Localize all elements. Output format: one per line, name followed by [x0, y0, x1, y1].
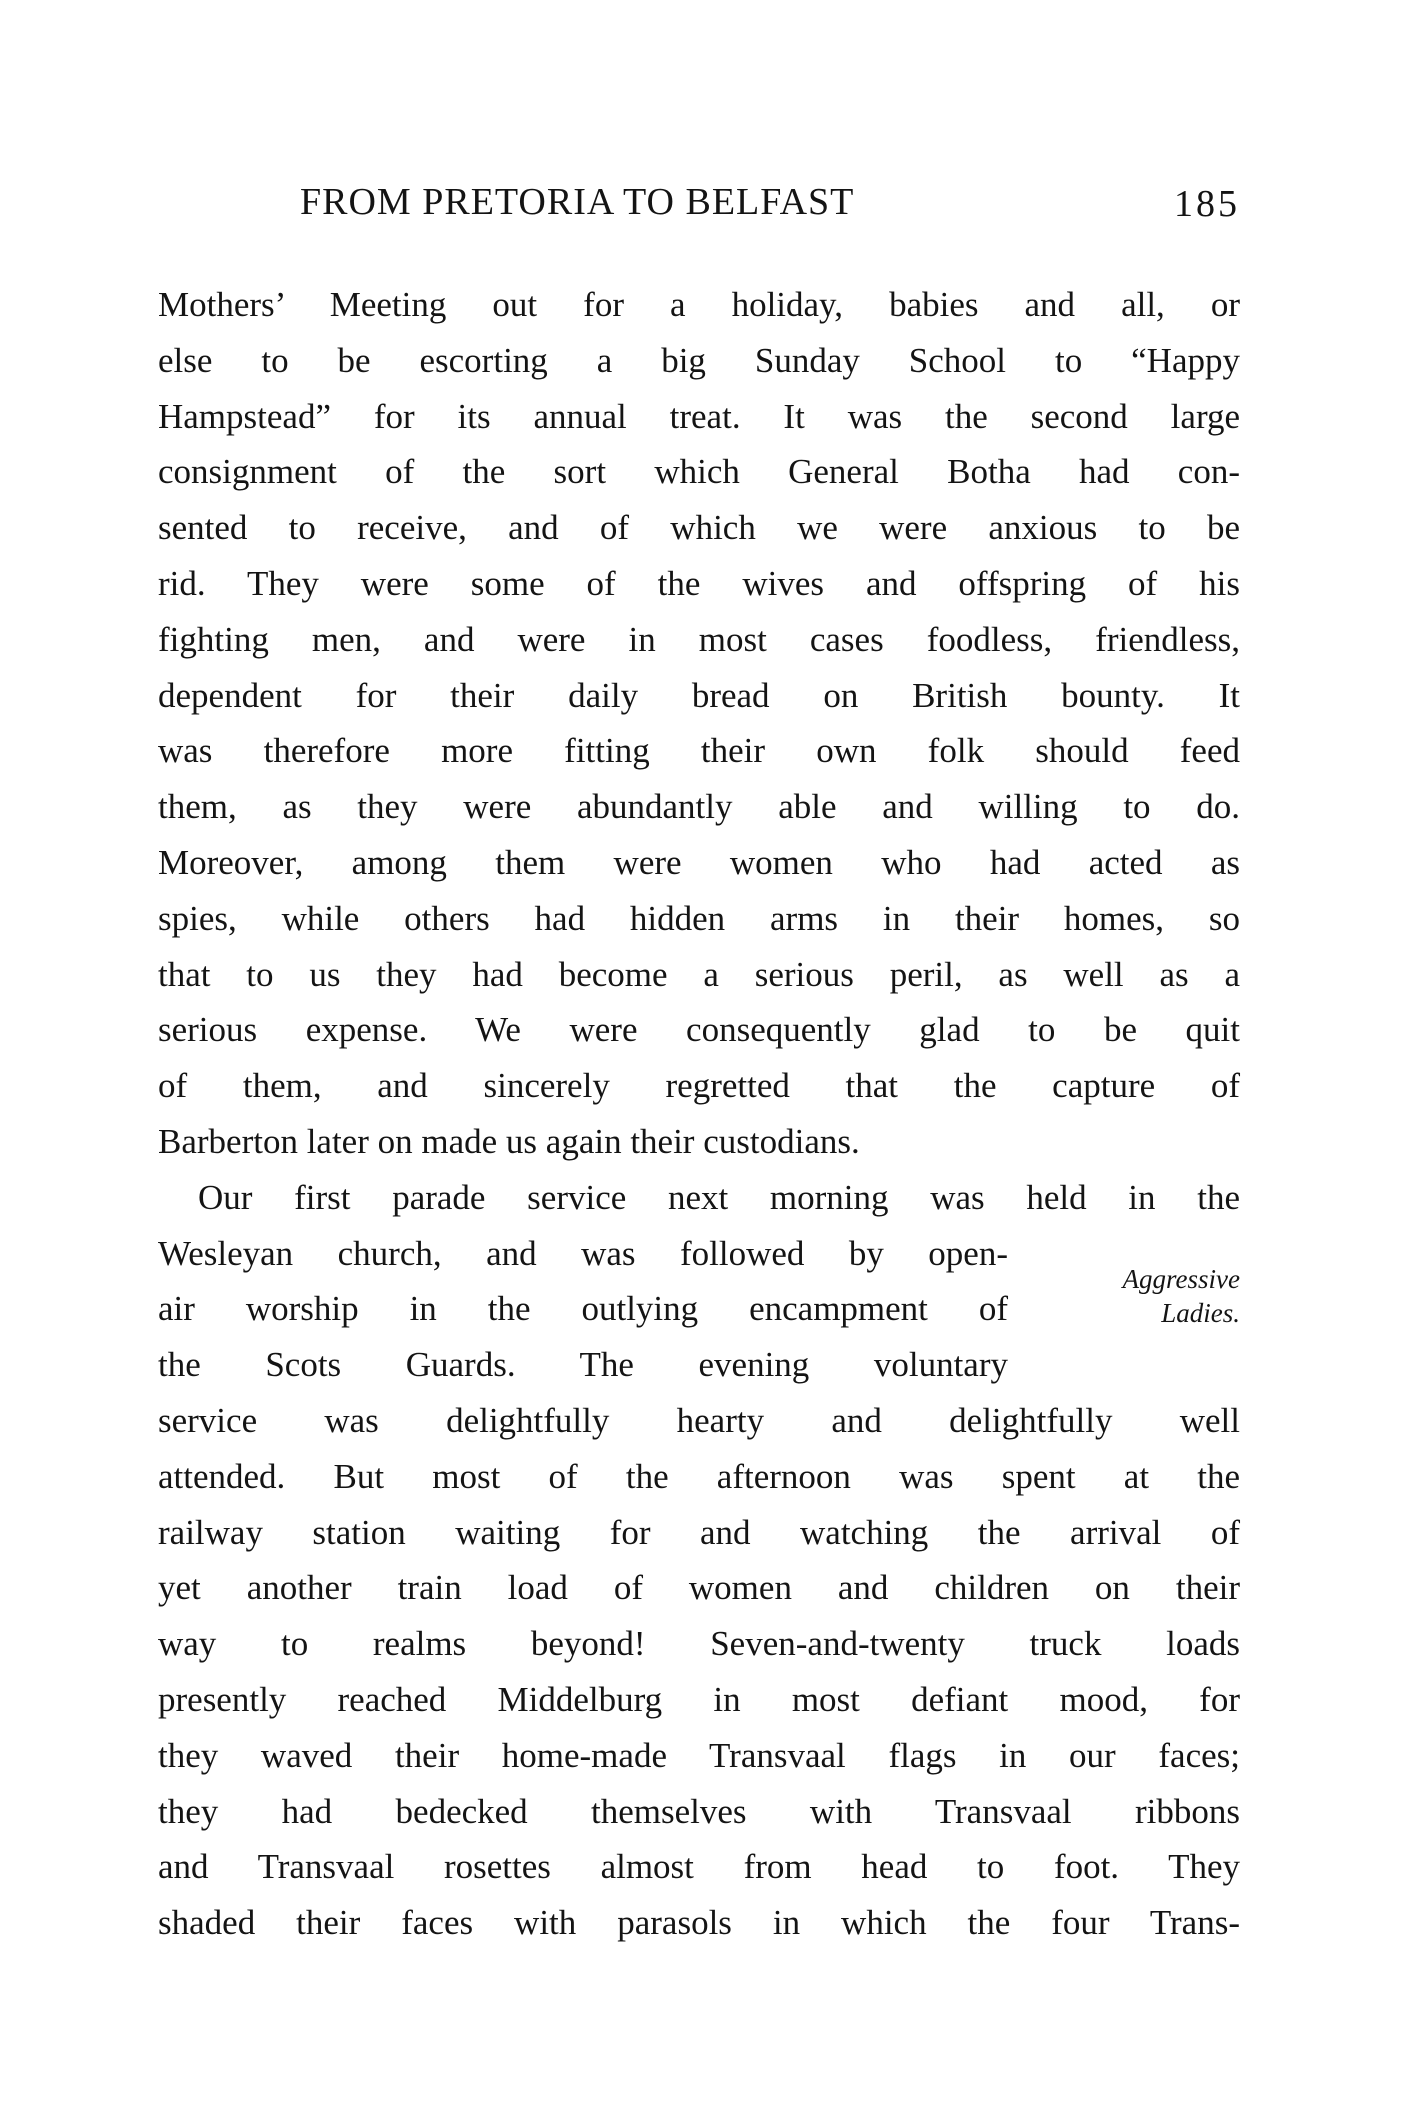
text-line: Mothers’ Meeting out for a holiday, babies and all, or	[158, 285, 1240, 324]
margin-note	[1060, 1262, 1240, 1330]
text-line: rid. They were some of the wives and offspring of his	[158, 563, 1240, 603]
text-line: Our first parade service next morning was held in the	[198, 1177, 1240, 1217]
text-line: Wesleyan church, and was followed by open-	[158, 1233, 1008, 1273]
text-line: they waved their home-made Transvaal flags in our faces;	[158, 1735, 1240, 1775]
text-line: the Scots Guards. The evening voluntary	[158, 1345, 1008, 1385]
text-line: railway station waiting for and watching the arrival of	[158, 1512, 1240, 1552]
text-line: attended. But most of the afternoon was spent at the	[158, 1456, 1240, 1496]
text-line: them, as they were abundantly able and willing to do.	[158, 787, 1240, 827]
text-line: else to be escorting a big Sunday School to “Happy	[158, 340, 1240, 380]
text-line: spies, while others had hidden arms in their homes, so	[158, 898, 1240, 938]
page-number: 185	[1174, 183, 1240, 225]
text-line: dependent for their daily bread on British bounty. It	[158, 675, 1240, 715]
text-line: of them, and sincerely regretted that the capture of	[158, 1066, 1240, 1106]
text-line: Hampstead” for its annual treat. It was the second large	[158, 396, 1240, 436]
margin-note-line: Ladies.	[1161, 1298, 1240, 1328]
text-line: serious expense. We were consequently glad to be quit	[158, 1010, 1240, 1050]
text-line: Moreover, among them were women who had acted as	[158, 842, 1240, 882]
text-line: yet another train load of women and children on their	[158, 1568, 1240, 1608]
text-line: Barberton later on made us again their custodians.	[158, 1121, 860, 1161]
text-line: way to realms beyond! Seven-and-twenty truck loads	[158, 1624, 1240, 1664]
text-line: fighting men, and were in most cases foodless, friendless,	[158, 619, 1240, 659]
text-line: service was delightfully hearty and delightfully well	[158, 1400, 1240, 1440]
text-line: that to us they had become a serious peril, as well as a	[158, 954, 1240, 994]
page-body	[158, 277, 1240, 1951]
text-line: shaded their faces with parasols in which the four Trans-	[158, 1903, 1240, 1943]
margin-note-line: Aggressive	[1122, 1264, 1240, 1294]
text-line: presently reached Middelburg in most defiant mood, for	[158, 1679, 1240, 1719]
text-line: was therefore more fitting their own folk should feed	[158, 731, 1240, 771]
running-title: FROM PRETORIA TO BELFAST	[300, 181, 855, 223]
text-line: air worship in the outlying encampment of	[158, 1289, 1008, 1329]
text-line: and Transvaal rosettes almost from head to foot. They	[158, 1847, 1240, 1887]
text-line: they had bedecked themselves with Transvaal ribbons	[158, 1791, 1240, 1831]
text-line: sented to receive, and of which we were anxious to be	[158, 508, 1240, 548]
text-line: consignment of the sort which General Botha had con-	[158, 452, 1240, 492]
